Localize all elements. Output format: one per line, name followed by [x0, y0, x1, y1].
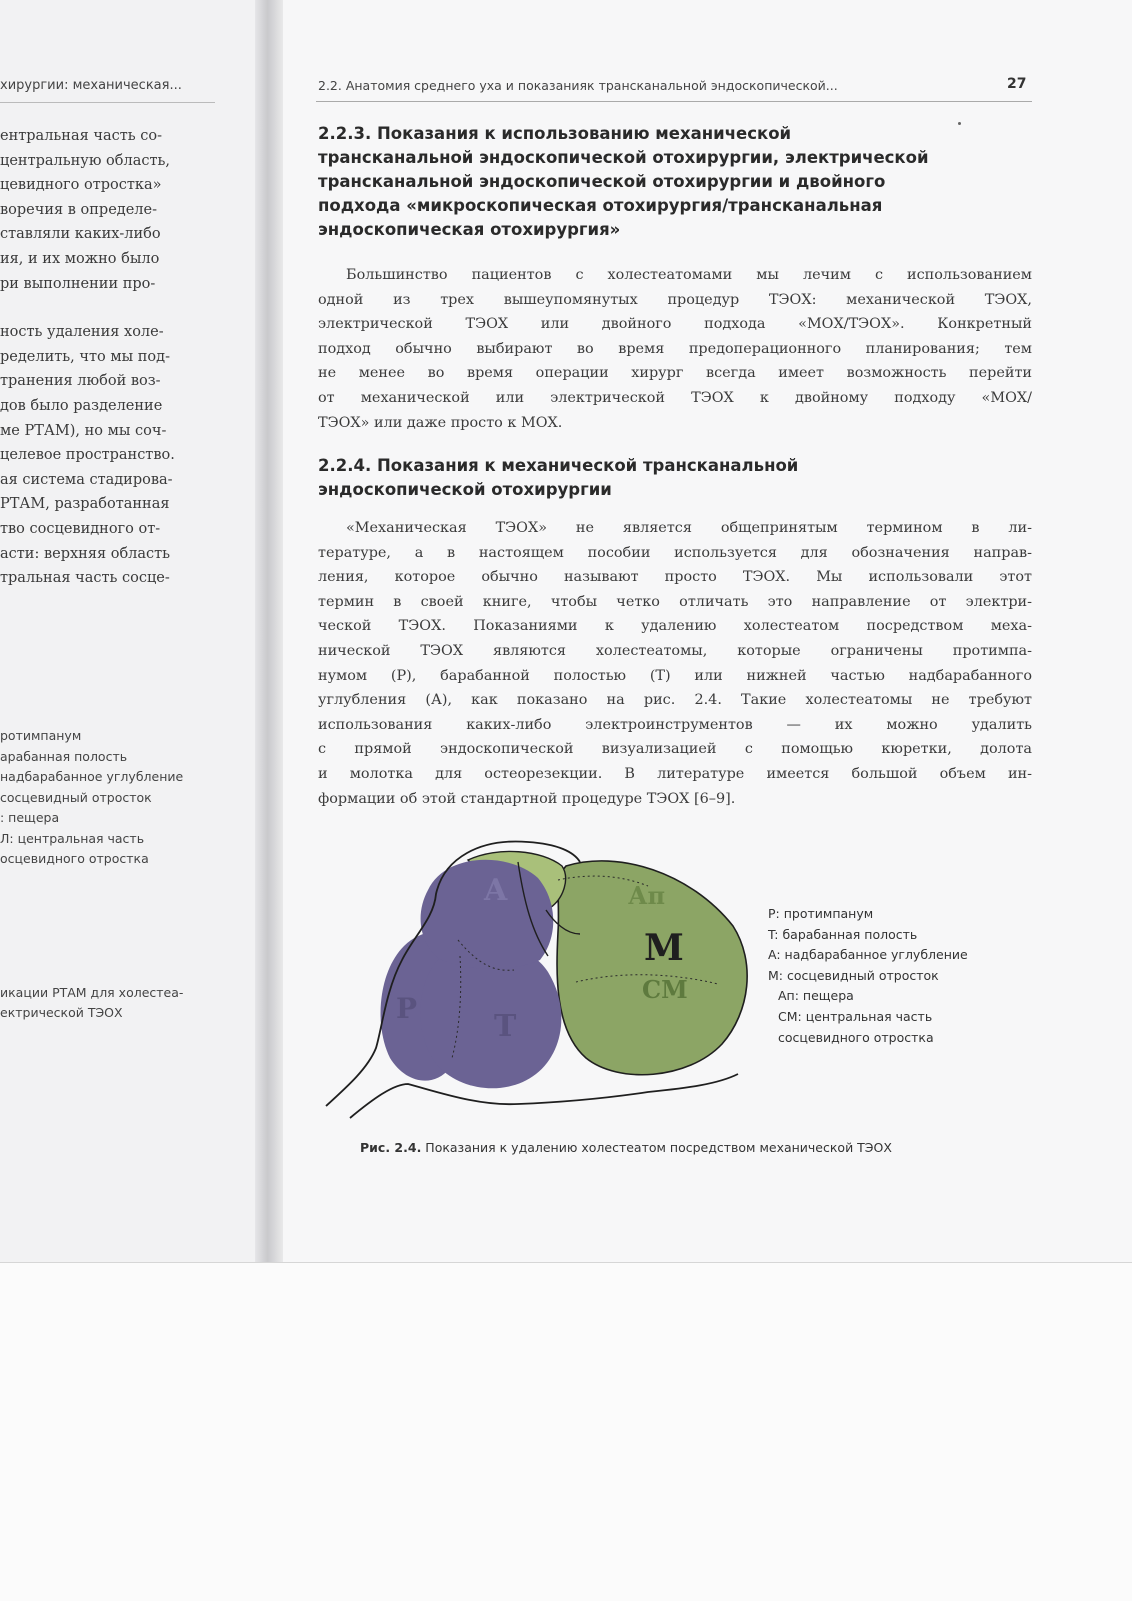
- left-caption-line: ектрической ТЭОХ: [0, 1005, 123, 1020]
- left-body-line: [0, 300, 175, 324]
- paragraph-line: формации об этой стандартной процедуре ТЭОХ [6–9].: [318, 790, 736, 807]
- section-224-heading: [318, 454, 798, 502]
- section-224-paragraph: [318, 516, 1032, 811]
- scan-margin: [0, 1262, 1132, 1601]
- left-body-line: дов было разделение: [0, 397, 163, 414]
- left-body-line: цевидного отростка»: [0, 177, 162, 194]
- left-legend-line: ротимпанум: [0, 728, 82, 743]
- left-page: [0, 0, 268, 1262]
- left-legend-line: осцевидного отростка: [0, 851, 149, 866]
- paragraph-line: тературе, а в настоящем пособии используется для обозначения направ-: [318, 544, 1032, 561]
- left-body-line: транения любой воз-: [0, 373, 161, 390]
- paragraph-line: ческой ТЭОХ. Показаниями к удалению холестеатом посредством меха-: [318, 618, 1032, 635]
- legend-item: A: надбарабанное углубление: [768, 947, 968, 963]
- left-body-line: ия, и их можно было: [0, 250, 160, 267]
- legend-item: T: барабанная полость: [768, 926, 918, 942]
- paragraph-line: и молотка для остеорезекции. В литературе имеется большой объем ин-: [318, 765, 1032, 782]
- left-body-line: ставляли каких-либо: [0, 226, 161, 243]
- paragraph-line: нумом (Р), барабанной полостью (Т) или нижней частью надбарабанного: [318, 667, 1032, 684]
- heading-line: эндоскопической отохирургии: [318, 480, 612, 499]
- heading-line: трансканальной эндоскопической отохирургии, электрической: [318, 148, 929, 167]
- middle-ear-diagram: [318, 822, 758, 1122]
- region-label-cm: CM: [642, 975, 688, 1004]
- region-label-t: T: [494, 1009, 517, 1044]
- section-223-paragraph: [318, 263, 1032, 435]
- paragraph-line: термин в своей книге, чтобы четко отличать это направление от электри-: [318, 593, 1032, 610]
- left-body-line: целевое пространство.: [0, 447, 175, 464]
- heading-line: 2.2.3. Показания к использованию механической: [318, 124, 792, 143]
- legend-item: M: сосцевидный отросток: [768, 967, 939, 983]
- left-figure-caption: [0, 985, 183, 1025]
- left-body-line: РТАМ, разработанная: [0, 496, 170, 513]
- left-body-line: ме РТАМ), но мы соч-: [0, 422, 167, 439]
- section-223-heading: [318, 122, 929, 242]
- heading-line: трансканальной эндоскопической отохирургии и двойного: [318, 172, 886, 191]
- legend-item: P: протимпанум: [768, 906, 874, 921]
- stray-dot: [958, 122, 961, 125]
- left-legend-line: сосцевидный отросток: [0, 789, 152, 805]
- paragraph-line: использования каких-либо электроинструментов — их можно удалить: [318, 716, 1032, 733]
- legend-item: Ап: пещера: [778, 988, 854, 1004]
- book-gutter: [255, 0, 283, 1262]
- left-body-line: тральная часть сосце-: [0, 570, 170, 587]
- page-number: 27: [1007, 76, 1027, 92]
- legend-item: сосцевидного отростка: [778, 1029, 934, 1045]
- left-figure-legend: [0, 728, 183, 872]
- paragraph-line: нической ТЭОХ являются холестеатомы, которые ограничены протимпа-: [318, 642, 1032, 659]
- paragraph-line: от механической или электрической ТЭОХ к двойному подходу «МОХ/: [318, 389, 1032, 406]
- left-body-line: асти: верхняя область: [0, 545, 171, 562]
- region-label-a: A: [484, 873, 508, 908]
- paragraph-line: Большинство пациентов с холестеатомами мы лечим с использованием: [346, 267, 1032, 283]
- running-header: 2.2. Анатомия среднего уха и показанияк трансканальной эндоскопической...: [318, 78, 838, 93]
- left-body-text: [0, 128, 175, 595]
- legend-item: CM: центральная часть: [778, 1008, 933, 1024]
- paragraph-line: ления, которое обычно называют просто ТЭОХ. Мы использовали этот: [318, 569, 1032, 586]
- left-caption-line: икации РТАМ для холестеа-: [0, 985, 184, 1000]
- left-body-line: ри выполнении про-: [0, 275, 156, 292]
- left-body-line: ределить, что мы под-: [0, 348, 170, 365]
- paragraph-line: «Механическая ТЭОХ» не является общепринятым термином в ли-: [346, 520, 1032, 536]
- left-legend-line: : пещера: [0, 810, 60, 825]
- paragraph-line: с прямой эндоскопической визуализацией с помощью кюретки, долота: [318, 741, 1032, 758]
- region-label-ap: Ап: [628, 881, 666, 910]
- left-body-line: тво сосцевидного от-: [0, 520, 161, 537]
- paragraph-line: углубления (А), как показано на рис. 2.4. Такие холестеатомы не требуют: [318, 692, 1032, 709]
- paragraph-line: подход обычно выбирают во время предоперационного планирования; тем: [318, 340, 1032, 357]
- heading-line: эндоскопическая отохирургия»: [318, 220, 621, 239]
- header-rule: [316, 101, 1032, 102]
- left-body-line: ая система стадирова-: [0, 471, 173, 488]
- left-body-line: ность удаления холе-: [0, 324, 164, 341]
- left-body-line: центральную область,: [0, 152, 171, 169]
- heading-line: подхода «микроскопическая отохирургия/трансканальная: [318, 196, 883, 215]
- caption-text: Показания к удалению холестеатом посредством механической ТЭОХ: [421, 1140, 892, 1155]
- region-label-p: P: [396, 992, 418, 1025]
- heading-line: 2.2.4. Показания к механической трансканальной: [318, 456, 799, 475]
- figure-caption: [360, 1140, 892, 1155]
- caption-label: Рис. 2.4.: [360, 1140, 422, 1155]
- region-label-m: M: [644, 927, 684, 969]
- paragraph-line: электрической ТЭОХ или двойного подхода «МОХ/ТЭОХ». Конкретный: [318, 316, 1032, 333]
- paragraph-line: не менее во время операции хирург всегда имеет возможность перейти: [318, 365, 1032, 382]
- left-body-line: воречия в определе-: [0, 201, 157, 218]
- figure-legend: [768, 906, 968, 1050]
- left-legend-line: арабанная полость: [0, 748, 128, 764]
- outline-path: [350, 1074, 738, 1118]
- left-legend-line: Л: центральная часть: [0, 830, 145, 846]
- left-running-header: хирургии: механическая...: [0, 78, 182, 93]
- left-header-rule: [0, 102, 215, 103]
- left-body-line: ентральная часть со-: [0, 128, 162, 144]
- paragraph-line: одной из трех вышеупомянутых процедур ТЭОХ: механической ТЭОХ,: [318, 291, 1032, 308]
- left-legend-line: надбарабанное углубление: [0, 769, 184, 784]
- paragraph-line: ТЭОХ» или даже просто к МОХ.: [318, 414, 563, 431]
